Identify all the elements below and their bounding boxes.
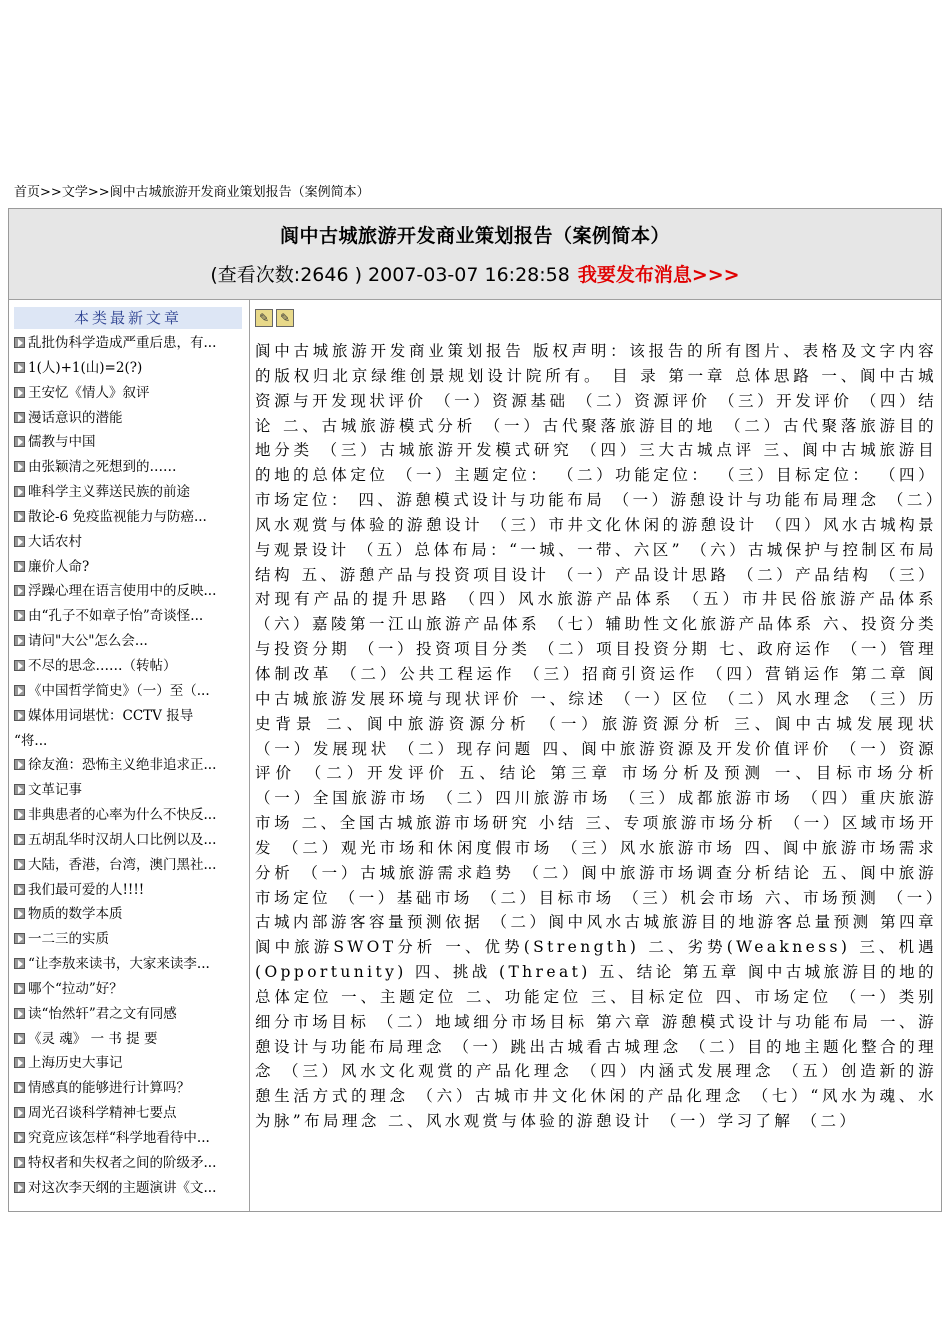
article-body: 阆中古城旅游开发商业策划报告 版权声明：该报告的所有图片、表格及文字内容的版权归北京绿维创景规划设计院所有。 目 录 第一章 总体思路 一、阆中古城资源与开发现状评价 （一）资源基础 （二）资源评价 （三）开发评价 （四）结论 二、古城旅游模式分析 （一）古代聚落旅游目的地 （二）古代聚落旅游目的地分类 （三）古城旅游开发模式研究 （四）三大古城点评 三、阆中古城旅游目的地的总体定位 （一）主题定位： （二）功能定位： （三）目标定位： （四）市场定位： 四、游憩模式设计与功能布局 （一）游憩设计与功能布局理念 （二）风水观赏与体验的游憩设计 （三）市井文化休闲的游憩设计 （四）风水古城构景与观景设计 （五）总体布局：“一城、一带、六区” （六）古城保护与控制区布局结构 五、游憩产品与投资项目设计 （一）产品设计思路 （二）产品结构 （三）对现有产品的提升思路 （四）风水旅游产品体系 （五）市井民俗旅游产品体系 （六）嘉陵第一江山旅游产品体系 （七）辅助性文化旅游产品体系 六、投资分类与投资分期 （一）投资项目分类 （二）项目投资分期 七、政府运作 （一）管理体制改革 （二）公共工程运作 （三）招商引资运作 （四）营销运作 第二章 阆中古城旅游发展环境与现状评价 一、综述 （一）区位 （二）风水理念 （三）历史背景 二、阆中旅游资源分析 （一）旅游资源分析 三、阆中古城发展现状 （一）发展现状 （二）现存问题 四、阆中旅游资源及开发价值评价 （一）资源评价 （二）开发评价 五、结论 第三章 市场分析及预测 一、目标市场分析 （一）全国旅游市场 （二）四川旅游市场 （三）成都旅游市场 （四）重庆旅游市场 二、全国古城旅游市场研究 小结 三、专项旅游市场分析 （一）区域市场开发 （二）观光市场和休闲度假市场 （三）风水旅游市场 四、阆中旅游市场需求分析 （一）古城旅游需求趋势 （二）阆中旅游市场调查分析结论 五、阆中旅游市场定位 （一）基础市场 （二）目标市场 （三）机会市场 六、市场预测 （一）古城内部游客容量预测依据 （二）阆中风水古城旅游目的地游客总量预测 第四章 阆中旅游SWOT分析 一、优势(Strength) 二、劣势(Weakness) 三、机遇 (Opportunity) 四、挑战 (Threat) 五、结论 第五章 阆中古城旅游目的地的总体定位 一、主题定位 二、功能定位 三、目标定位 四、市场定位 （一）类别细分市场目标 （二）地域细分市场目标 第六章 游憩模式设计与功能布局 一、游憩设计与功能布局理念 （一）跳出古城看古城理念 （二）目的地主题化整合的理念 （三）风水文化观赏的产品化理念 （四）内涵式发展理念 （五）创造新的游憩生活方式的理念 （六）古城市井文化休闲的产品化理念 （七）“风水为魂、水为脉”布局理念 二、风水观赏与体验的游憩设计 （一）学习了解 （二） <box>255 342 937 1131</box>
arrow-bullet-icon <box>14 1033 25 1044</box>
arrow-bullet-icon <box>14 1182 25 1193</box>
sidebar-article-link[interactable] <box>14 977 244 1002</box>
sidebar-article-link[interactable] <box>14 1151 244 1176</box>
sidebar-article-title: 漫话意识的潜能 <box>28 409 123 426</box>
sidebar-article-link[interactable] <box>14 828 244 853</box>
arrow-bullet-icon <box>14 436 25 447</box>
sidebar-article-title: 散论-6 免疫监视能力与防癌... <box>28 508 207 525</box>
sidebar-article-title: 一二三的实质 <box>28 931 109 948</box>
arrow-bullet-icon <box>14 983 25 994</box>
arrow-bullet-icon <box>14 536 25 547</box>
sidebar-article-title: 情感真的能够进行计算吗？ <box>28 1080 190 1097</box>
sidebar-article-link[interactable] <box>14 530 244 555</box>
sidebar-article-link[interactable] <box>14 803 244 828</box>
arrow-bullet-icon <box>14 1157 25 1168</box>
arrow-bullet-icon <box>14 362 25 373</box>
view-count-and-date: (查看次数:2646 ) 2007-03-07 16:28:58 <box>210 264 570 286</box>
post-message-link[interactable]: 我要发布消息>>> <box>577 264 740 286</box>
sidebar-article-link[interactable] <box>14 1076 244 1101</box>
breadcrumb-separator: >> <box>87 185 110 200</box>
sidebar-article-title: 究竟应该怎样“科学地看待中... <box>28 1130 210 1146</box>
sidebar-article-title: 大陆，香港，台湾，澳门黑社... <box>28 856 217 873</box>
arrow-bullet-icon <box>14 610 25 621</box>
edit-icon[interactable]: ✎ <box>255 309 273 327</box>
sidebar-article-link[interactable] <box>14 381 244 406</box>
arrow-bullet-icon <box>14 1107 25 1118</box>
sidebar-article-title: 浮躁心理在语言使用中的反映... <box>28 583 217 600</box>
sidebar-article-title: 读“怡然轩”君之文有同感 <box>28 1005 177 1022</box>
print-icon[interactable]: ✎ <box>276 309 294 327</box>
arrow-bullet-icon <box>14 635 25 646</box>
sidebar-article-title: 五胡乱华时汉胡人口比例以及... <box>28 831 217 848</box>
arrow-bullet-icon <box>14 1082 25 1093</box>
sidebar-article-title: 非典患者的心率为什么不快反... <box>28 807 217 824</box>
sidebar-article-link[interactable] <box>14 1051 244 1076</box>
sidebar-article-title: 上海历史大事记 <box>28 1055 123 1072</box>
sidebar-article-link[interactable] <box>14 704 244 729</box>
main-content <box>255 307 937 1134</box>
arrow-bullet-icon <box>14 759 25 770</box>
arrow-bullet-icon <box>14 710 25 721</box>
arrow-bullet-icon <box>14 884 25 895</box>
arrow-bullet-icon <box>14 834 25 845</box>
sidebar-article-title: 由张颖清之死想到的…… <box>28 459 177 476</box>
sidebar-article-link[interactable] <box>14 753 244 778</box>
sidebar-article-link[interactable] <box>14 505 244 530</box>
sidebar-article-title: 请问"大公"怎么会... <box>28 633 148 650</box>
sidebar-article-link[interactable] <box>14 654 244 679</box>
sidebar-article-title: 乱批伪科学造成严重后患，有... <box>28 335 217 351</box>
arrow-bullet-icon <box>14 1057 25 1068</box>
sidebar-article-title: 大话农村 <box>28 533 82 550</box>
sidebar-article-link[interactable] <box>14 1101 244 1126</box>
sidebar-article-link[interactable] <box>14 430 244 455</box>
arrow-bullet-icon <box>14 1008 25 1019</box>
sidebar-heading: 本类最新文章 <box>14 307 242 329</box>
article-frame <box>8 208 942 1212</box>
arrow-bullet-icon <box>14 561 25 572</box>
sidebar-article-link[interactable] <box>14 952 244 977</box>
sidebar-article-link[interactable] <box>14 480 244 505</box>
sidebar-article-link[interactable] <box>14 729 244 754</box>
arrow-bullet-icon <box>14 511 25 522</box>
sidebar-article-link[interactable] <box>14 1176 244 1201</box>
sidebar-article-title: 哪个“拉动”好？ <box>28 980 123 997</box>
arrow-bullet-icon <box>14 859 25 870</box>
sidebar-article-link[interactable] <box>14 679 244 704</box>
arrow-bullet-icon <box>14 809 25 820</box>
sidebar-article-title: 不尽的思念……（转帖） <box>28 657 177 674</box>
sidebar-article-title: 儒教与中国 <box>28 434 96 451</box>
arrow-bullet-icon <box>14 412 25 423</box>
sidebar-article-link[interactable] <box>14 604 244 629</box>
sidebar-article-title: 《中国哲学简史》（一）至（... <box>28 682 210 699</box>
sidebar-article-title: 对这次李天纲的主题演讲《文... <box>28 1179 217 1196</box>
sidebar-article-title: “让李敖来读书，大家来读李... <box>28 956 210 973</box>
arrow-bullet-icon <box>14 461 25 472</box>
sidebar-article-title: 徐友渔：恐怖主义绝非追求正... <box>28 757 217 774</box>
sidebar-article-title: 王安忆《情人》叙评 <box>28 384 150 401</box>
sidebar-article-link[interactable] <box>14 629 244 654</box>
sidebar-article-link[interactable] <box>14 1027 244 1052</box>
sidebar-article-title: “将... <box>14 732 48 749</box>
sidebar-article-title: 廉价人命? <box>28 558 90 575</box>
sidebar-article-title: 《灵 魂》 一 书 提 要 <box>28 1030 158 1047</box>
sidebar-article-link[interactable] <box>14 406 244 431</box>
arrow-bullet-icon <box>14 685 25 696</box>
arrow-bullet-icon <box>14 337 25 348</box>
sidebar-article-link[interactable] <box>14 579 244 604</box>
arrow-bullet-icon <box>14 908 25 919</box>
sidebar-article-title: 文革记事 <box>28 782 82 799</box>
sidebar-article-link[interactable] <box>14 1002 244 1027</box>
sidebar-article-link[interactable] <box>14 356 244 381</box>
sidebar-article-title: 特权者和失权者之间的阶级矛... <box>28 1154 217 1171</box>
arrow-bullet-icon <box>14 387 25 398</box>
breadcrumb-current: 阆中古城旅游开发商业策划报告（案例简本） <box>109 185 370 200</box>
article-header <box>9 209 941 300</box>
arrow-bullet-icon <box>14 958 25 969</box>
sidebar <box>9 299 250 1211</box>
breadcrumb <box>14 181 370 200</box>
page-title: 阆中古城旅游开发商业策划报告（案例简本） <box>279 225 670 247</box>
arrow-bullet-icon <box>14 933 25 944</box>
arrow-bullet-icon <box>14 486 25 497</box>
arrow-bullet-icon <box>14 784 25 795</box>
sidebar-article-link[interactable] <box>14 927 244 952</box>
sidebar-article-link[interactable] <box>14 778 244 803</box>
breadcrumb-separator: >> <box>40 185 62 200</box>
article-meta <box>9 260 941 287</box>
arrow-bullet-icon <box>14 660 25 671</box>
breadcrumb-category-link[interactable]: 文学 <box>61 185 88 200</box>
sidebar-article-title: 媒体用词堪忧：CCTV 报导 <box>28 707 194 724</box>
sidebar-article-title: 我们最可爱的人!!!! <box>28 881 145 898</box>
sidebar-article-link[interactable] <box>14 878 244 903</box>
sidebar-article-link[interactable] <box>14 853 244 878</box>
arrow-bullet-icon <box>14 1132 25 1143</box>
sidebar-article-title: 1(人)+1(山)=2(?) <box>28 359 143 376</box>
breadcrumb-home-link[interactable]: 首页 <box>14 185 41 200</box>
sidebar-article-link[interactable] <box>14 1126 244 1151</box>
sidebar-article-link[interactable] <box>14 331 244 356</box>
toolbar <box>255 307 937 329</box>
sidebar-article-link[interactable] <box>14 455 244 480</box>
sidebar-article-link[interactable] <box>14 555 244 580</box>
sidebar-article-link[interactable] <box>14 902 244 927</box>
sidebar-list <box>14 331 244 1201</box>
sidebar-article-title: 物质的数学本质 <box>28 906 123 923</box>
arrow-bullet-icon <box>14 585 25 596</box>
sidebar-article-title: 周光召谈科学精神七要点 <box>28 1105 177 1122</box>
sidebar-article-title: 唯科学主义葬送民族的前途 <box>28 484 190 501</box>
sidebar-article-title: 由“孔子不如章子怡”奇谈怪... <box>28 608 204 625</box>
